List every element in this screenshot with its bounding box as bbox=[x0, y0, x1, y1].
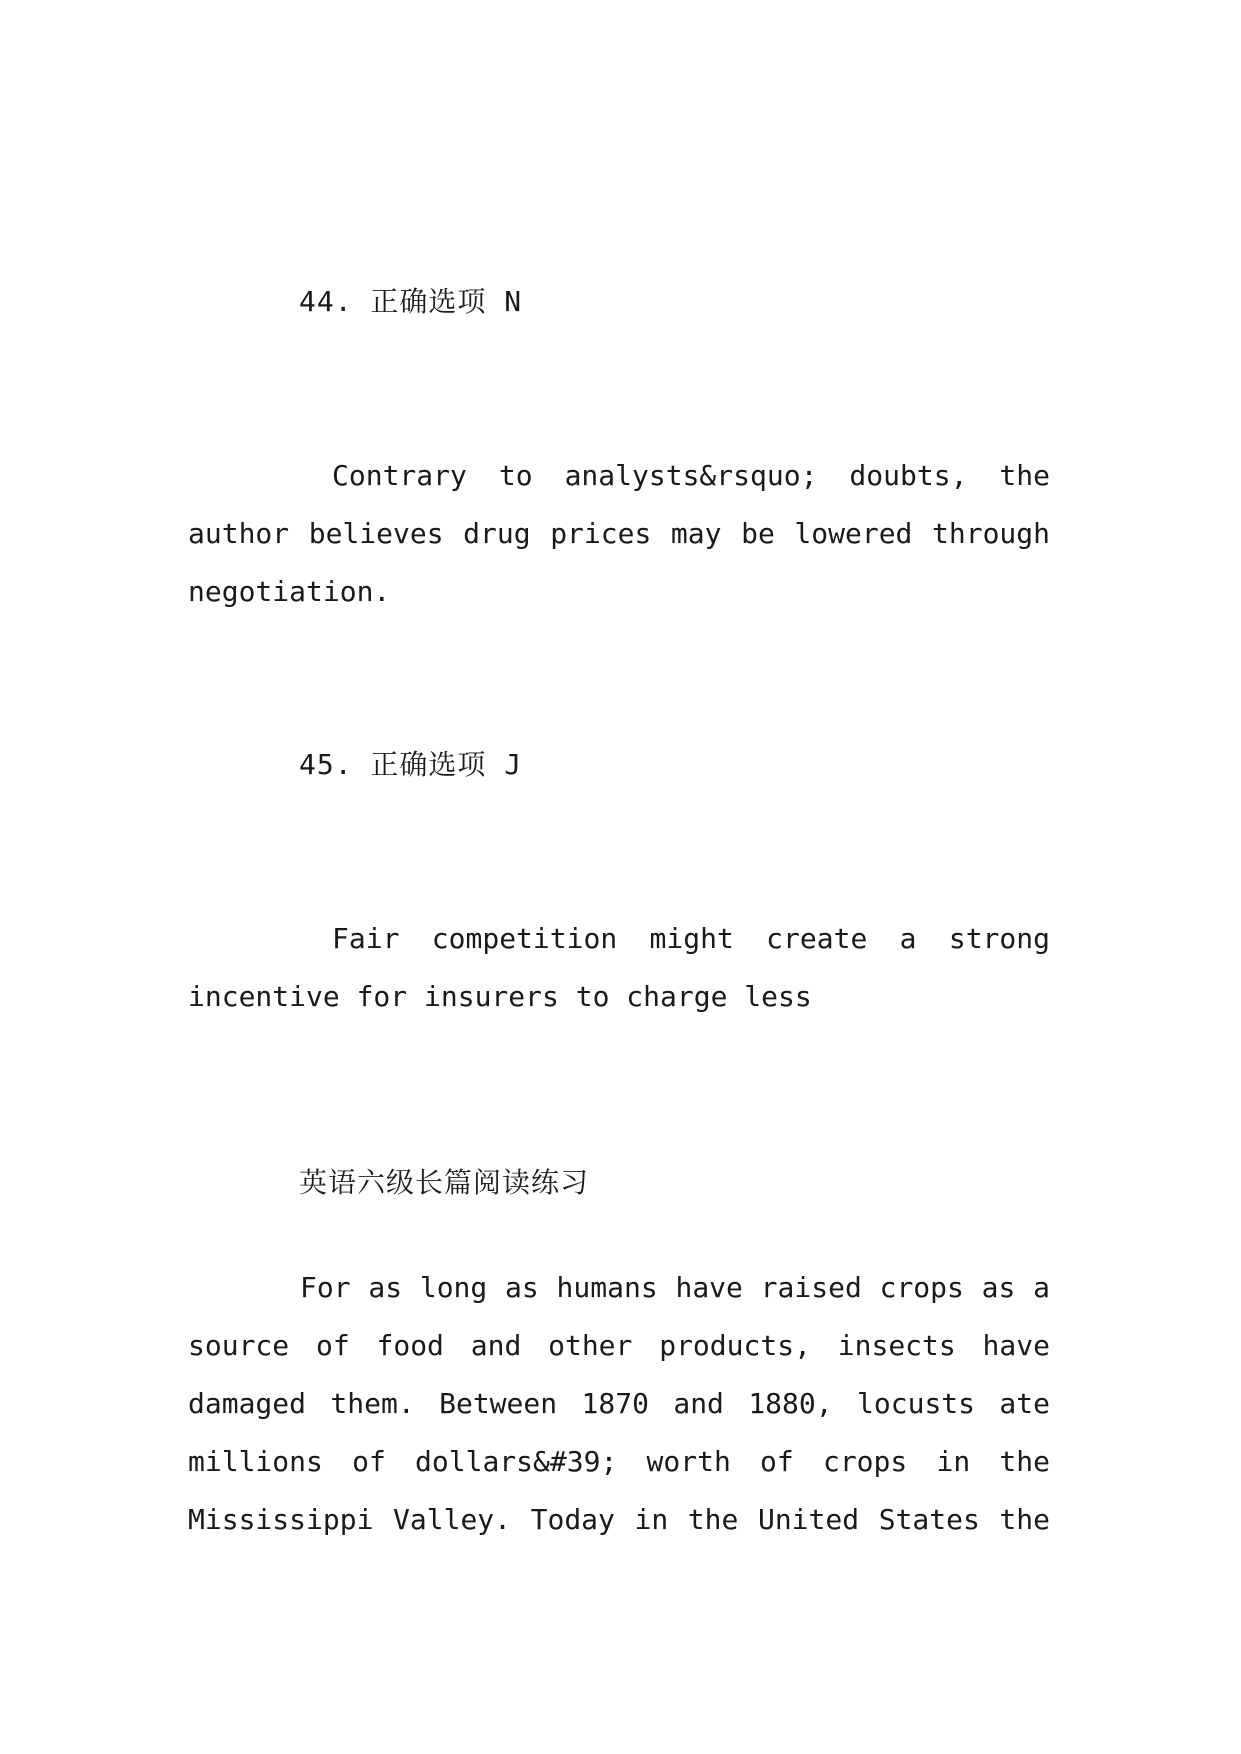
paragraph-line: millions of dollars&#39; worth of crops in the bbox=[188, 1445, 1050, 1478]
question-45-heading: 45. 正确选项 J bbox=[299, 748, 523, 781]
question-45-explanation bbox=[188, 910, 1050, 1026]
paragraph-line: For as long as humans have raised crops as a bbox=[300, 1271, 1050, 1304]
reading-passage bbox=[188, 1259, 1050, 1549]
paragraph-line: Fair competition might create a strong bbox=[332, 922, 1050, 955]
paragraph-line: author believes drug prices may be lowered through bbox=[188, 517, 1050, 550]
section-title: 英语六级长篇阅读练习 bbox=[299, 1166, 590, 1199]
paragraph-line: source of food and other products, insects have bbox=[188, 1329, 1050, 1362]
paragraph-line: negotiation. bbox=[188, 575, 391, 608]
question-44-heading: 44. 正确选项 N bbox=[299, 285, 523, 318]
question-44-explanation bbox=[188, 447, 1050, 621]
paragraph-line: damaged them. Between 1870 and 1880, locusts ate bbox=[188, 1387, 1050, 1420]
paragraph-line: Mississippi Valley. Today in the United States the bbox=[188, 1503, 1050, 1536]
paragraph-line: Contrary to analysts&rsquo; doubts, the bbox=[332, 459, 1050, 492]
paragraph-line: incentive for insurers to charge less bbox=[188, 980, 812, 1013]
